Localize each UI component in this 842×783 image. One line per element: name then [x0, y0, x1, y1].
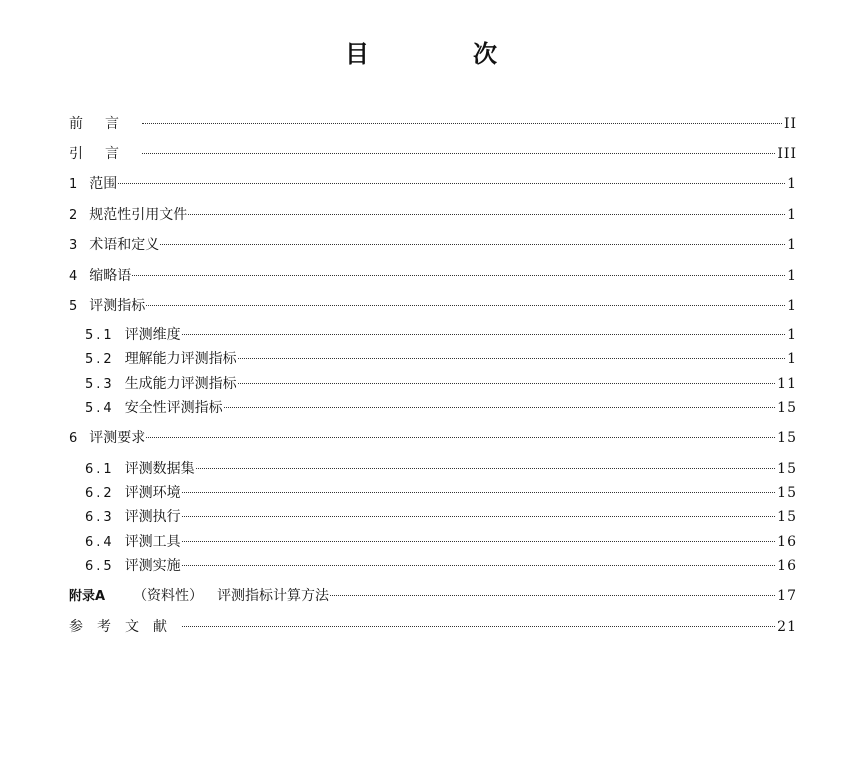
- toc-label: 范围: [89, 176, 118, 192]
- toc-page-number: 1: [787, 237, 797, 253]
- toc-number: 6: [69, 431, 78, 446]
- toc-number: 1: [69, 177, 78, 192]
- toc-number: 6.1: [85, 462, 115, 477]
- toc-page-number: 15: [777, 400, 797, 416]
- toc-entry-5-3[interactable]: [85, 374, 797, 394]
- toc-page-number: 17: [777, 588, 797, 604]
- dot-leader: [182, 626, 775, 627]
- toc-number: 5.4: [85, 401, 115, 416]
- toc-page-number: 1: [787, 327, 797, 343]
- toc-entry-introduction[interactable]: [69, 144, 797, 164]
- toc-label: 引言: [69, 146, 141, 162]
- toc-entry-2[interactable]: [69, 205, 797, 225]
- toc-label: 评测指标: [89, 298, 146, 314]
- toc-label: 评测环境: [124, 485, 181, 501]
- toc-label: 生成能力评测指标: [124, 376, 237, 392]
- toc-entry-appendix-a[interactable]: [69, 586, 797, 606]
- toc-entry-5[interactable]: [69, 296, 797, 316]
- dot-leader: [224, 407, 775, 408]
- toc-number: 6.5: [85, 559, 115, 574]
- toc-page-number: 15: [777, 509, 797, 525]
- toc-number: 3: [69, 238, 78, 253]
- toc-page-number: 1: [787, 207, 797, 223]
- toc-page-number: 1: [787, 298, 797, 314]
- dot-leader: [182, 541, 775, 542]
- toc-label: 评测要求: [89, 430, 146, 446]
- toc-number: 6.2: [85, 486, 115, 501]
- toc-page-number: 1: [787, 351, 797, 367]
- toc-entry-6-2[interactable]: [85, 483, 797, 503]
- toc-page-number: 16: [777, 534, 797, 550]
- toc-entry-5-4[interactable]: [85, 398, 797, 418]
- toc-number: 2: [69, 208, 78, 223]
- toc-entry-5-1[interactable]: [85, 325, 797, 345]
- dot-leader: [160, 244, 785, 245]
- toc-label: 前言: [69, 116, 141, 132]
- toc-number: 5: [69, 299, 78, 314]
- dot-leader: [182, 334, 785, 335]
- page-title: 目 次: [345, 40, 537, 68]
- toc-label: 评测数据集: [124, 461, 195, 477]
- dot-leader: [238, 358, 785, 359]
- toc-number: 6.4: [85, 535, 115, 550]
- dot-leader: [196, 468, 775, 469]
- toc-entry-6[interactable]: [69, 428, 797, 448]
- toc-label: 安全性评测指标: [124, 400, 223, 416]
- dot-leader: [182, 565, 775, 566]
- toc-entry-5-2[interactable]: [85, 349, 797, 369]
- toc-label: 评测实施: [124, 558, 181, 574]
- toc-label: 参考文献: [69, 619, 181, 635]
- toc-label: 评测维度: [124, 327, 181, 343]
- toc-page-number: 15: [777, 485, 797, 501]
- dot-leader: [146, 437, 775, 438]
- toc-number: 5.3: [85, 377, 115, 392]
- toc-label: 评测执行: [124, 509, 181, 525]
- appendix-type: （资料性）: [133, 588, 204, 604]
- toc-page-number: II: [783, 116, 797, 132]
- toc-number: 4: [69, 269, 78, 284]
- toc-number: 6.3: [85, 510, 115, 525]
- toc-entry-6-3[interactable]: [85, 507, 797, 527]
- toc-entry-6-4[interactable]: [85, 532, 797, 552]
- toc-label: 评测指标计算方法: [217, 588, 330, 604]
- dot-leader: [238, 383, 775, 384]
- toc-page-number: 11: [777, 376, 797, 392]
- dot-leader: [142, 123, 782, 124]
- toc-entry-6-5[interactable]: [85, 556, 797, 576]
- toc-entry-references[interactable]: [69, 617, 797, 637]
- appendix-id: 附录A: [69, 589, 106, 604]
- toc-page-number: 16: [777, 558, 797, 574]
- dot-leader: [118, 183, 785, 184]
- toc-label: 缩略语: [89, 268, 132, 284]
- toc-page-number: 15: [777, 430, 797, 446]
- toc-number: 5.2: [85, 352, 115, 367]
- toc-page-number: 1: [787, 176, 797, 192]
- toc-page-number: 21: [777, 619, 797, 635]
- toc-label: 评测工具: [124, 534, 181, 550]
- toc-page-number: III: [777, 146, 797, 162]
- toc-label: 规范性引用文件: [89, 207, 188, 223]
- toc-label: 术语和定义: [89, 237, 160, 253]
- dot-leader: [330, 595, 775, 596]
- toc-entry-1[interactable]: [69, 174, 797, 194]
- dot-leader: [188, 214, 785, 215]
- toc-entry-3[interactable]: [69, 235, 797, 255]
- dot-leader: [146, 305, 785, 306]
- toc-label: 理解能力评测指标: [124, 351, 237, 367]
- toc-number: 5.1: [85, 328, 115, 343]
- dot-leader: [182, 492, 775, 493]
- toc-entry-6-1[interactable]: [85, 459, 797, 479]
- toc-entry-foreword[interactable]: [69, 114, 797, 134]
- dot-leader: [132, 275, 785, 276]
- toc-page-number: 15: [777, 461, 797, 477]
- toc-page-number: 1: [787, 268, 797, 284]
- dot-leader: [142, 153, 775, 154]
- dot-leader: [182, 516, 775, 517]
- toc-entry-4[interactable]: [69, 266, 797, 286]
